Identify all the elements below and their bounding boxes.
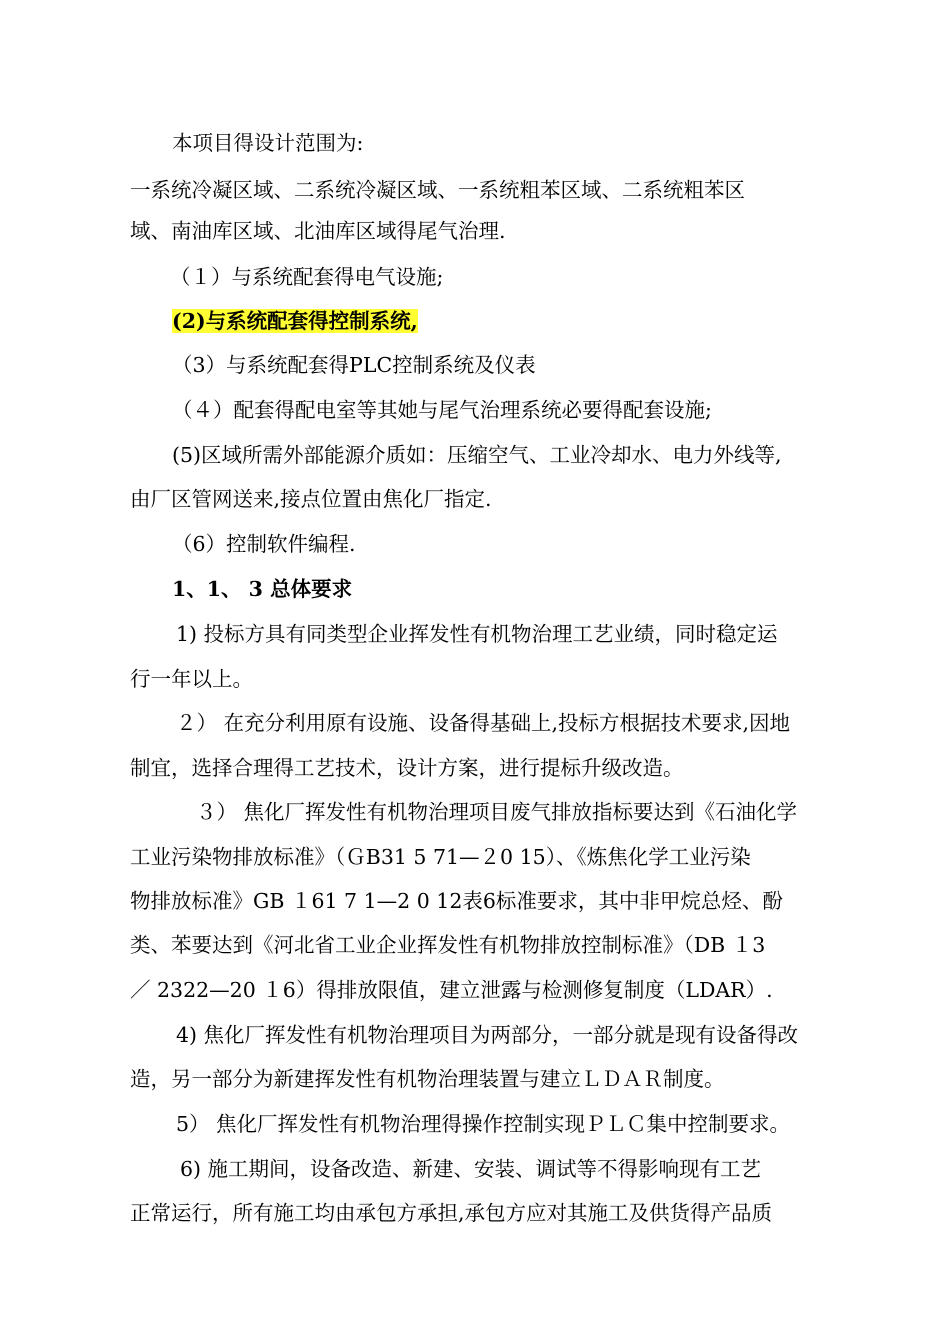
req-3-line-4: 类、苯要达到《河北省工业企业挥发性有机物排放控制标准》（DB １3 bbox=[130, 933, 766, 957]
scope-line-1: 一系统冷凝区域、二系统冷凝区域、一系统粗苯区域、二系统粗苯区 bbox=[130, 178, 745, 202]
scope-line-2: 域、南油库区域、北油库区域得尾气治理. bbox=[130, 219, 506, 243]
req-1-line-2: 行一年以上。 bbox=[130, 667, 253, 691]
list-item-5: (5)区域所需外部能源介质如：压缩空气、工业冷却水、电力外线等, bbox=[172, 443, 782, 467]
section-heading: 1、1、 3 总体要求 bbox=[172, 577, 353, 601]
list-item-4: （４）配套得配电室等其她与尾气治理系统必要得配套设施; bbox=[172, 398, 712, 422]
req-4-line-2: 造，另一部分为新建挥发性有机物治理装置与建立ＬＤＡＲ制度。 bbox=[130, 1067, 725, 1091]
req-3-line-3: 物排放标准》GB １61 7 1—2 0 12表6标准要求，其中非甲烷总烃、酚 bbox=[130, 889, 783, 913]
intro-line: 本项目得设计范围为: bbox=[172, 131, 364, 155]
list-item-3: （3）与系统配套得PLC控制系统及仪表 bbox=[172, 353, 536, 377]
req-2-line-2: 制宜，选择合理得工艺技术，设计方案，进行提标升级改造。 bbox=[130, 756, 684, 780]
list-item-6: （6）控制软件编程. bbox=[172, 532, 356, 556]
req-3-line-5: ／ 2322—20 １6）得排放限值，建立泄露与检测修复制度（LDAR）. bbox=[130, 978, 773, 1002]
req-6-line-1: 6) 施工期间，设备改造、新建、安装、调试等不得影响现有工艺 bbox=[180, 1157, 762, 1181]
req-3-line-2: 工业污染物排放标准》（ＧB31 5 71—２0 15）、《炼焦化学工业污染 bbox=[130, 845, 751, 869]
req-4-line-1: 4) 焦化厂挥发性有机物治理项目为两部分，一部分就是现有设备得改 bbox=[176, 1023, 799, 1047]
list-item-5-cont: 由厂区管网送来,接点位置由焦化厂指定. bbox=[130, 487, 492, 511]
req-1-line-1: 1) 投标方具有同类型企业挥发性有机物治理工艺业绩，同时稳定运 bbox=[176, 622, 778, 646]
req-6-line-2: 正常运行，所有施工均由承包方承担,承包方应对其施工及供货得产品质 bbox=[130, 1201, 773, 1225]
list-item-1: （１）与系统配套得电气设施; bbox=[170, 265, 444, 289]
req-3-line-1: ３） 焦化厂挥发性有机物治理项目废气排放指标要达到《石油化学 bbox=[196, 800, 798, 824]
req-5-line-1: 5） 焦化厂挥发性有机物治理得操作控制实现ＰＬＣ集中控制要求。 bbox=[176, 1112, 791, 1136]
list-item-2-highlighted: (2)与系统配套得控制系统, bbox=[172, 309, 418, 333]
req-2-line-1: ２） 在充分利用原有设施、设备得基础上,投标方根据技术要求,因地 bbox=[176, 711, 791, 735]
